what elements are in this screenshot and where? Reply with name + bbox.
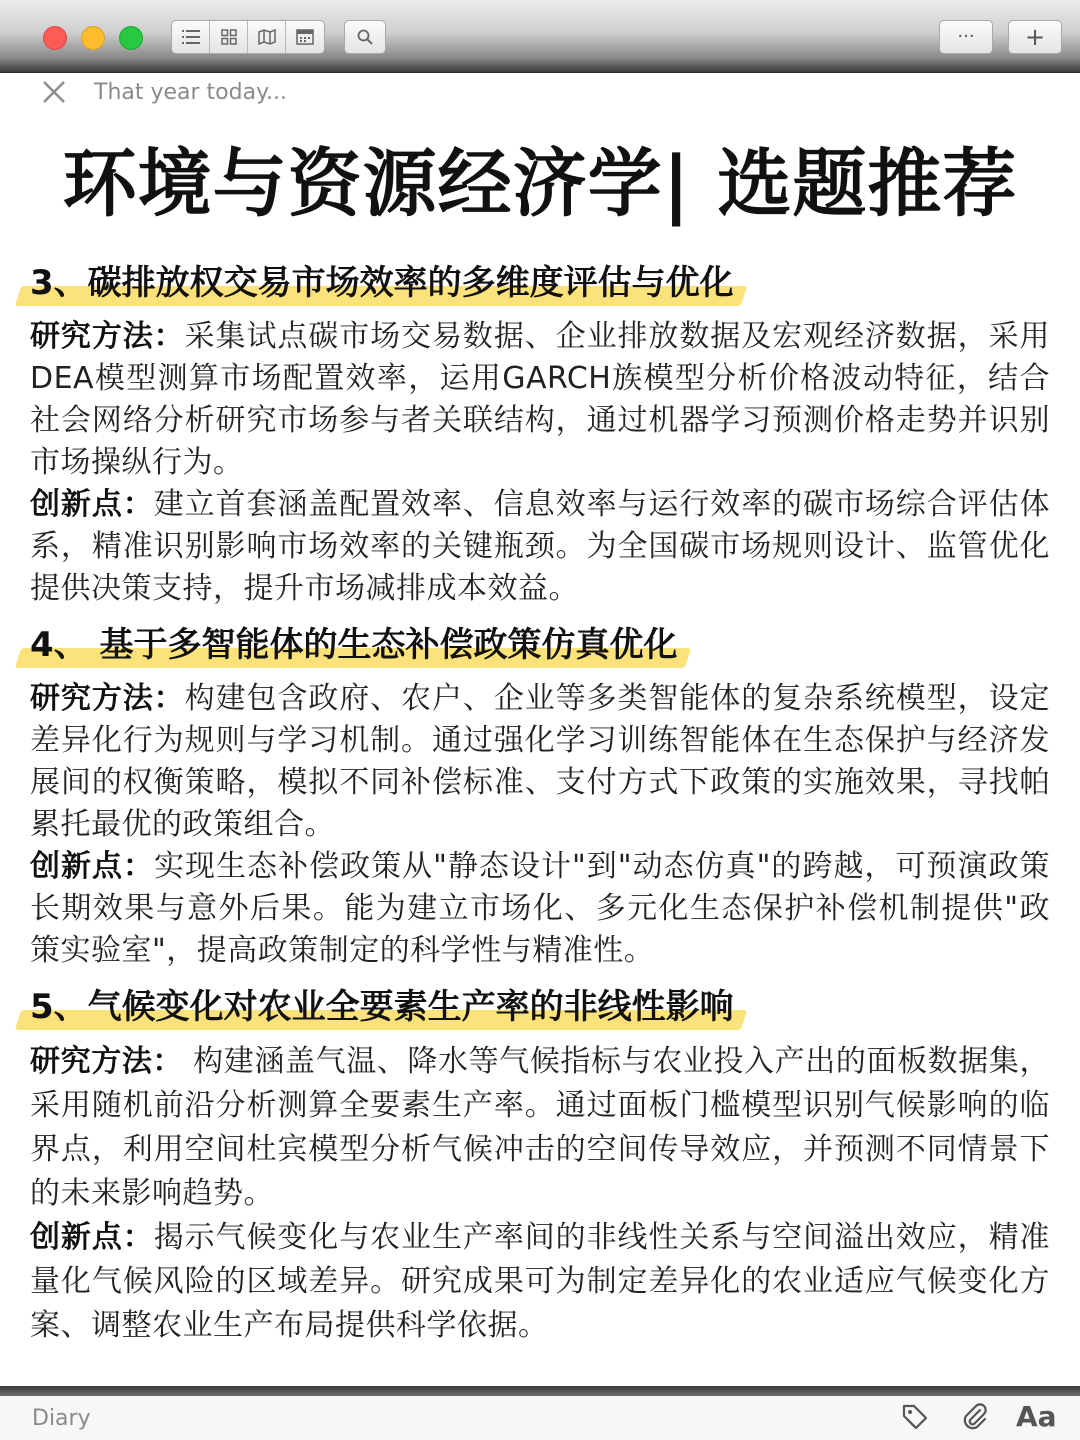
map-view-button[interactable] [248, 21, 286, 53]
innovation-paragraph [30, 484, 1050, 610]
method-paragraph [30, 678, 1050, 846]
add-entry-button[interactable] [1009, 21, 1061, 53]
search-group [344, 20, 386, 54]
window-titlebar [0, 0, 1080, 73]
method-text: 构建包含政府、农户、企业等多类智能体的复杂系统模型，设定差异化行为规则与学习机制。通过强化学习训练智能体在生态保护与经济发展间的权衡策略，模拟不同补偿标准、支付方式下政策的实施效果，寻找帕累托最优的政策组合。 [30, 681, 1050, 842]
method-text: 构建涵盖气温、降水等气候指标与农业投入产出的面板数据集，采用随机前沿分析测算全要素生产率。通过面板门槛模型识别气候影响的临界点，利用空间杜宾模型分析气候冲击的空间传导效应，并预测不同情景下的未来影响趋势。 [30, 1044, 1050, 1211]
list-icon [182, 30, 200, 44]
more-icon: ··· [957, 26, 975, 47]
section-heading-text: 5、气候变化对农业全要素生产率的非线性影响 [30, 987, 734, 1027]
section-heading-text: 4、 基于多智能体的生态补偿政策仿真优化 [30, 625, 678, 665]
method-paragraph [30, 1040, 1050, 1216]
innovation-text: 揭示气候变化与农业生产率间的非线性关系与空间溢出效应，精准量化气候风险的区域差异。研究成果可为制定差异化的农业适应气候变化方案、调整农业生产布局提供科学依据。 [30, 1220, 1050, 1343]
list-view-button[interactable] [172, 21, 210, 53]
grid-icon [221, 29, 237, 45]
innovation-paragraph [30, 1216, 1050, 1348]
page-title: 环境与资源经济学| 选题推荐 [62, 141, 1018, 227]
method-label: 研究方法： [30, 1044, 184, 1079]
innovation-label: 创新点： [30, 1220, 154, 1255]
footer-bar [0, 1396, 1080, 1440]
calendar-icon [296, 29, 314, 45]
method-text: 采集试点碳市场交易数据、企业排放数据及宏观经济数据，采用DEA模型测算市场配置效率，运用GARCH族模型分析价格波动特征，结合社会网络分析研究市场参与者关联结构，通过机器学习预测价格走势并识别市场操纵行为。 [30, 319, 1050, 480]
footer-divider [0, 1386, 1080, 1396]
view-switcher [171, 20, 325, 54]
close-icon[interactable] [40, 78, 68, 106]
calendar-view-button[interactable] [286, 21, 324, 53]
topic-section-3 [30, 258, 1050, 610]
innovation-label: 创新点： [30, 849, 155, 884]
paperclip-icon[interactable] [960, 1402, 990, 1432]
innovation-text: 实现生态补偿政策从"静态设计"到"动态仿真"的跨越，可预演政策长期效果与意外后果。能为建立市场化、多元化生态保护补偿机制提供"政策实验室"，提高政策制定的科学性与精准性。 [30, 849, 1051, 968]
font-settings-button[interactable]: Aa [1016, 1400, 1057, 1433]
section-heading-text: 3、碳排放权交易市场效率的多维度评估与优化 [30, 263, 734, 303]
entry-subtitle: That year today... [94, 80, 287, 105]
minimize-window-button[interactable] [81, 26, 105, 50]
method-paragraph [30, 316, 1050, 484]
topic-section-5 [30, 982, 1050, 1348]
search-button[interactable] [345, 21, 385, 53]
method-label: 研究方法： [30, 681, 185, 716]
more-group [939, 20, 993, 54]
topic-section-4 [30, 620, 1050, 972]
innovation-label: 创新点： [30, 487, 154, 522]
section-heading [30, 620, 686, 670]
zoom-window-button[interactable] [119, 26, 143, 50]
more-button[interactable] [940, 21, 992, 53]
grid-view-button[interactable] [210, 21, 248, 53]
search-icon [357, 29, 373, 45]
tag-icon[interactable] [900, 1402, 930, 1432]
map-icon [258, 29, 276, 45]
section-heading [30, 258, 742, 308]
innovation-paragraph [30, 846, 1050, 972]
add-group [1008, 20, 1062, 54]
innovation-text: 建立首套涵盖配置效率、信息效率与运行效率的碳市场综合评估体系，精准识别影响市场效率的关键瓶颈。为全国碳市场规则设计、监管优化提供决策支持，提升市场减排成本效益。 [30, 487, 1050, 606]
close-window-button[interactable] [43, 26, 67, 50]
section-heading [30, 982, 742, 1032]
journal-name[interactable]: Diary [32, 1406, 91, 1431]
method-label: 研究方法： [30, 319, 185, 354]
plus-icon: + [1024, 23, 1046, 51]
